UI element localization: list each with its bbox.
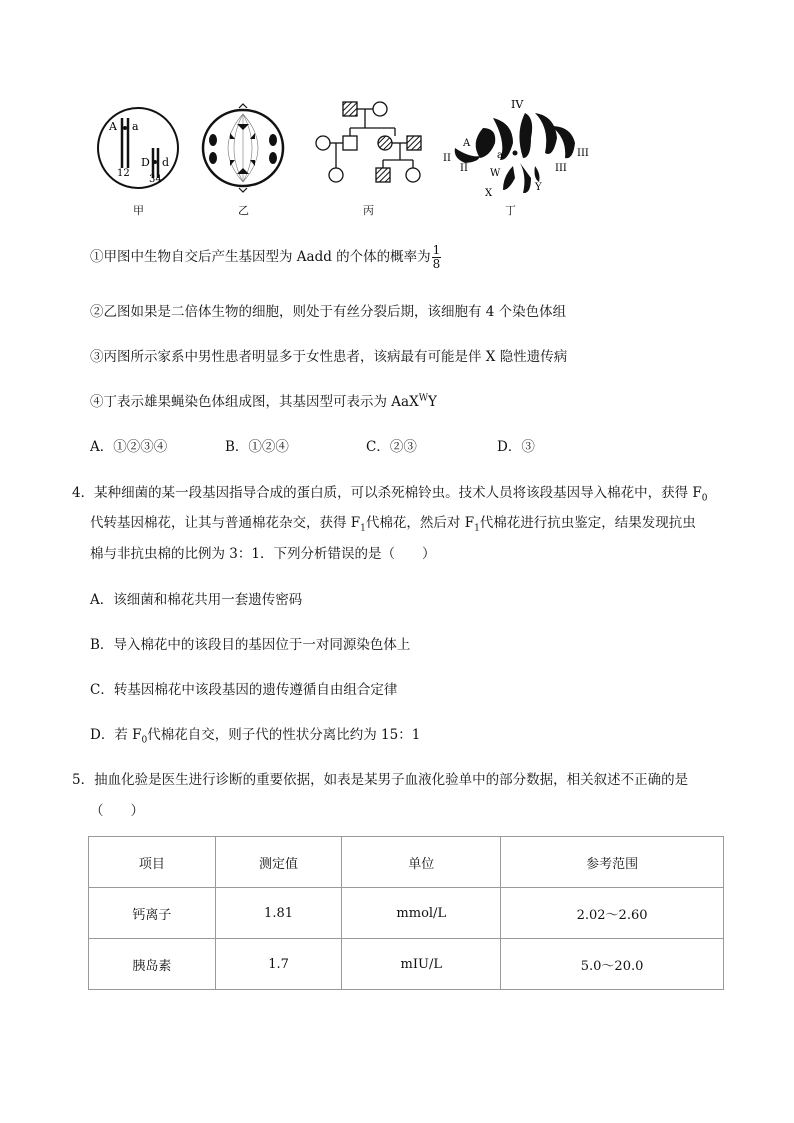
ding-label-A: A	[463, 138, 471, 149]
statement-4-sup: W	[418, 393, 428, 404]
statement-3: ③丙图所示家系中男性患者明显多于女性患者，该病最有可能是伴 X 隐性遗传病	[90, 349, 568, 365]
q4-line-2-b: 代棉花，然后对 F	[365, 515, 475, 531]
fig-label-bing: 丙	[363, 204, 374, 217]
table-header: 参考范围	[501, 837, 724, 888]
blood-test-table	[88, 836, 724, 990]
statement-1	[90, 244, 441, 271]
table-cell: 1.81	[215, 888, 342, 939]
q4-option-d-a: D．若 F	[90, 727, 142, 743]
q3-option-d[interactable]: D．③	[497, 439, 535, 455]
table-cell: 胰岛素	[89, 939, 216, 990]
q3-option-a[interactable]: A．①②③④	[90, 439, 168, 455]
fraction-denominator: 8	[432, 257, 441, 271]
ding-label-II: II	[443, 153, 451, 164]
figure-bing	[316, 102, 421, 182]
jia-num-12: 12	[117, 168, 130, 179]
table-header: 测定值	[215, 837, 342, 888]
q4-option-b[interactable]: B．导入棉花中的该段目的基因位于一对同源染色体上	[90, 637, 411, 653]
jia-num-34: 34	[149, 174, 162, 185]
q4-line-1-sub: 0	[701, 493, 708, 504]
q4-line-2-c: 代棉花进行抗虫鉴定，结果发现抗虫	[479, 515, 696, 531]
table-header: 项目	[89, 837, 216, 888]
figure-jia	[98, 108, 178, 188]
ding-label-II-2: II	[460, 163, 468, 174]
table-cell: 1.7	[215, 939, 342, 990]
jia-allele-a: a	[132, 120, 139, 133]
statement-4-text: ④丁表示雄果蝇染色体组成图，其基因型可表示为 AaX	[90, 394, 419, 410]
table-row	[89, 939, 724, 990]
statement-2: ②乙图如果是二倍体生物的细胞，则处于有丝分裂后期，该细胞有 4 个染色体组	[90, 304, 567, 320]
q4-option-a[interactable]: A．该细菌和棉花共用一套遗传密码	[90, 592, 303, 608]
q4-line-1	[72, 481, 707, 504]
ding-label-X: X	[485, 188, 493, 199]
ding-label-IV: IV	[511, 98, 524, 111]
q5-line-1: 5．抽血化验是医生进行诊断的重要依据，如表是某男子血液化验单中的部分数据，相关叙述不正确的是	[72, 772, 689, 788]
figure-ding	[443, 98, 589, 199]
statement-1-text: ①甲图中生物自交后产生基因型为 Aadd 的个体的概率为	[90, 249, 431, 265]
ding-label-III-2: III	[555, 163, 567, 174]
ding-label-W: W	[490, 168, 501, 179]
q3-option-b[interactable]: B．①②④	[225, 439, 289, 455]
statement-4-end: Y	[427, 394, 437, 410]
genetics-figures	[95, 98, 615, 218]
fraction-1-8	[432, 244, 442, 271]
jia-allele-D: D	[141, 156, 150, 169]
fig-label-yi: 乙	[238, 204, 249, 217]
jia-allele-A: A	[109, 120, 117, 133]
q4-option-d-sub: 0	[141, 735, 148, 746]
table-cell: 5.0～20.0	[501, 939, 724, 990]
q4-option-c[interactable]: C．转基因棉花中该段基因的遗传遵循自由组合定律	[90, 682, 398, 698]
q4-line-2-sub2: 1	[474, 523, 480, 534]
fig-label-ding: 丁	[505, 204, 516, 217]
table-header-row	[89, 837, 724, 888]
q4-option-d-b: 代棉花自交，则子代的性状分离比约为 15：1	[147, 727, 421, 743]
ding-label-a: a	[497, 150, 503, 161]
q4-option-d[interactable]	[90, 723, 420, 746]
q3-option-c[interactable]: C．②③	[366, 439, 417, 455]
table-cell: 2.02～2.60	[501, 888, 724, 939]
q4-line-2-a: 代转基因棉花，让其与普通棉花杂交，获得 F	[90, 515, 361, 531]
statement-4	[90, 390, 437, 410]
q5-line-2: （ ）	[90, 803, 144, 819]
table-cell: mmol/L	[342, 888, 501, 939]
table-row	[89, 888, 724, 939]
figure-svg	[95, 98, 615, 218]
q4-line-2	[90, 511, 696, 534]
ding-label-III: III	[577, 148, 589, 159]
table-cell: mIU/L	[342, 939, 501, 990]
table-cell: 钙离子	[89, 888, 216, 939]
jia-allele-d: d	[162, 156, 170, 169]
q4-line-2-sub: 1	[360, 523, 366, 534]
q4-line-3: 棉与非抗虫棉的比例为 3：1．下列分析错误的是（ ）	[90, 546, 436, 562]
table-header: 单位	[342, 837, 501, 888]
fig-label-jia: 甲	[133, 204, 144, 217]
figure-yi	[203, 104, 283, 192]
ding-label-Y: Y	[535, 182, 542, 193]
fraction-numerator: 1	[432, 243, 441, 257]
q4-line-1-text: 4．某种细菌的某一段基因指导合成的蛋白质，可以杀死棉铃虫。技术人员将该段基因导入棉花中，获得 F	[72, 485, 702, 501]
